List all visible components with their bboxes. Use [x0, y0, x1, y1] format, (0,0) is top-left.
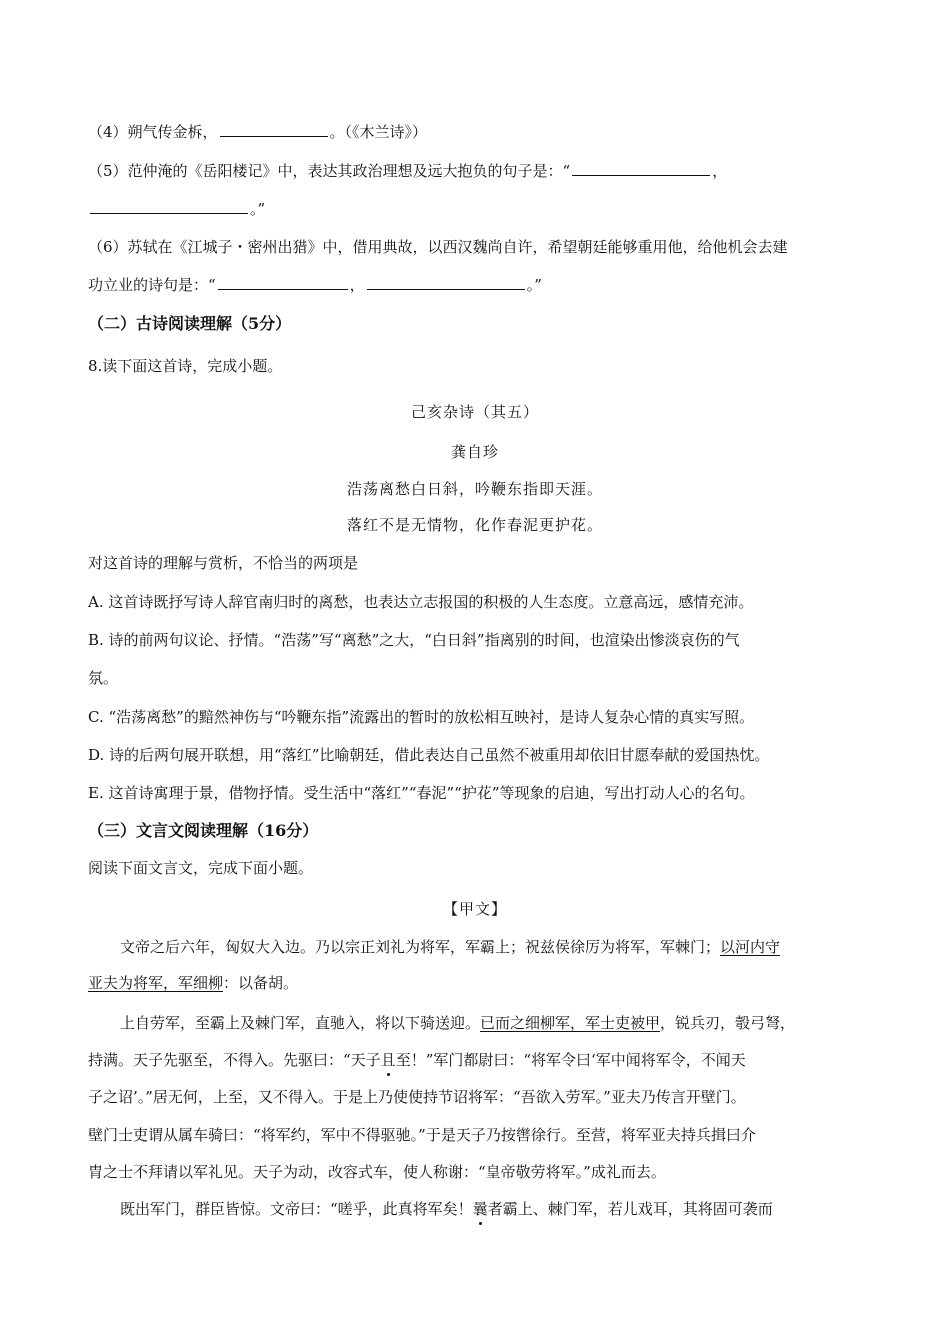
option-d: D. 诗的后两句展开联想，用“落红”比喻朝廷，借此表达自己虽然不被重用却依旧甘愿奉献的爱国热忱。: [88, 746, 770, 764]
question-4-prefix: （4）朔气传金柝，: [88, 123, 218, 141]
question-6-continued: [88, 274, 868, 296]
passage-text: 上自劳军，至霸上及棘门军，直驰入，将以下骑送迎。: [120, 1014, 481, 1032]
underlined-sentence: 亚夫为将军，军细柳: [88, 974, 224, 992]
passage-line: 壁门士吏谓从属车骑曰：“将军约，军中不得驱驰。”于是天子乃按辔徐行。至营，将军亚夫持兵揖曰介: [88, 1126, 756, 1144]
section-2-heading: （二）古诗阅读理解（5分）: [88, 314, 292, 333]
passage-line: [88, 1049, 868, 1071]
question-prompt: 对这首诗的理解与赏析，不恰当的两项是: [88, 554, 359, 572]
section-3-intro: 阅读下面文言文，完成下面小题。: [88, 859, 314, 877]
emphasis-dotted-char: 且: [380, 1051, 396, 1069]
poem-line: 落红不是无情物，化作春泥更护花。: [346, 516, 603, 534]
option-a: A. 这首诗既抒写诗人辞官南归时的离愁，也表达立志报国的积极的人生态度。立意高远，感情充沛。: [88, 593, 754, 611]
passage-line: [120, 1012, 900, 1034]
option-b: B. 诗的前两句议论、抒情。“浩荡”写“离愁”之大，“白日斜”指离别的时间，也渲染出惨淡哀伤的气: [88, 631, 740, 649]
question-6-end: 。”: [526, 276, 542, 294]
answer-blank[interactable]: [218, 275, 348, 290]
question-6: [88, 236, 868, 258]
answer-blank[interactable]: [367, 275, 525, 290]
answer-blank[interactable]: [90, 199, 248, 214]
question-8: 8.读下面这首诗，完成小题。: [88, 357, 283, 375]
passage-text: 既出军门，群臣皆惊。文帝曰：“嗟乎，此真将军矣！: [120, 1200, 473, 1218]
passage-line: 子之诏’。”居无何，上至，又不得入。于是上乃使使持节诏将军：“吾欲入劳军。”亚夫乃传言开壁门。: [88, 1088, 746, 1106]
section-3-heading: （三）文言文阅读理解（16分）: [88, 821, 319, 840]
underlined-sentence: 以河内守: [720, 938, 781, 956]
poem-line: 浩荡离愁白日斜，吟鞭东指即天涯。: [346, 480, 603, 498]
passage-line: 胄之士不拜请以军礼见。天子为动，改容式车，使人称谢：“皇帝敬劳将军。”成礼而去。: [88, 1163, 666, 1181]
option-b-continued: 氛。: [88, 669, 119, 687]
poem-author: 龚自珍: [450, 443, 499, 461]
answer-blank[interactable]: [572, 161, 710, 176]
question-4: [88, 121, 868, 143]
passage-line: [120, 936, 900, 958]
passage-line: [120, 1198, 900, 1220]
passage-text: ，锐兵刃，彀弓弩，: [660, 1014, 796, 1032]
passage-text: ：以备胡。: [223, 974, 299, 992]
option-e: E. 这首诗寓理于景，借物抒情。受生活中“落红”“春泥”“护花”等现象的启迪，写出打动人心的名句。: [88, 784, 755, 802]
passage-text: 文帝之后六年，匈奴大入边。乃以宗正刘礼为将军，军霸上；祝兹侯徐厉为将军，军棘门；: [120, 938, 721, 956]
question-5: [88, 160, 868, 182]
passage-line: [88, 972, 868, 994]
question-5-prefix: （5）范仲淹的《岳阳楼记》中，表达其政治理想及远大抱负的句子是：“: [88, 162, 571, 180]
question-5-comma: ，: [712, 162, 728, 180]
passage-jia-title: 【甲文】: [442, 900, 507, 918]
question-5-continued: [88, 198, 868, 220]
question-6-text: （6）苏轼在《江城子・密州出猎》中，借用典故，以西汉魏尚自许，希望朝廷能够重用他，给他机会去建: [88, 238, 788, 256]
question-6-comma: ，: [349, 276, 365, 294]
passage-text: 者霸上、棘门军，若儿戏耳，其将固可袭而: [487, 1200, 773, 1218]
emphasis-dotted-char: 曩: [472, 1200, 488, 1218]
question-5-end: 。”: [250, 200, 266, 218]
question-4-suffix: 。（《木兰诗》）: [329, 123, 428, 141]
passage-text: 至！”军门都尉曰：“将军令曰‘军中闻将军令，不闻天: [395, 1051, 746, 1069]
answer-blank[interactable]: [220, 122, 328, 137]
poem-title: 己亥杂诗（其五）: [410, 403, 539, 421]
underlined-sentence: 已而之细柳军，军士吏被甲: [480, 1014, 661, 1032]
question-6-prefix: 功立业的诗句是：“: [88, 276, 216, 294]
passage-text: 持满。天子先驱至，不得入。先驱曰：“天子: [88, 1051, 381, 1069]
option-c: C. “浩荡离愁”的黯然神伤与“吟鞭东指”流露出的暂时的放松相互映衬，是诗人复杂心情的真实写照。: [88, 708, 755, 726]
